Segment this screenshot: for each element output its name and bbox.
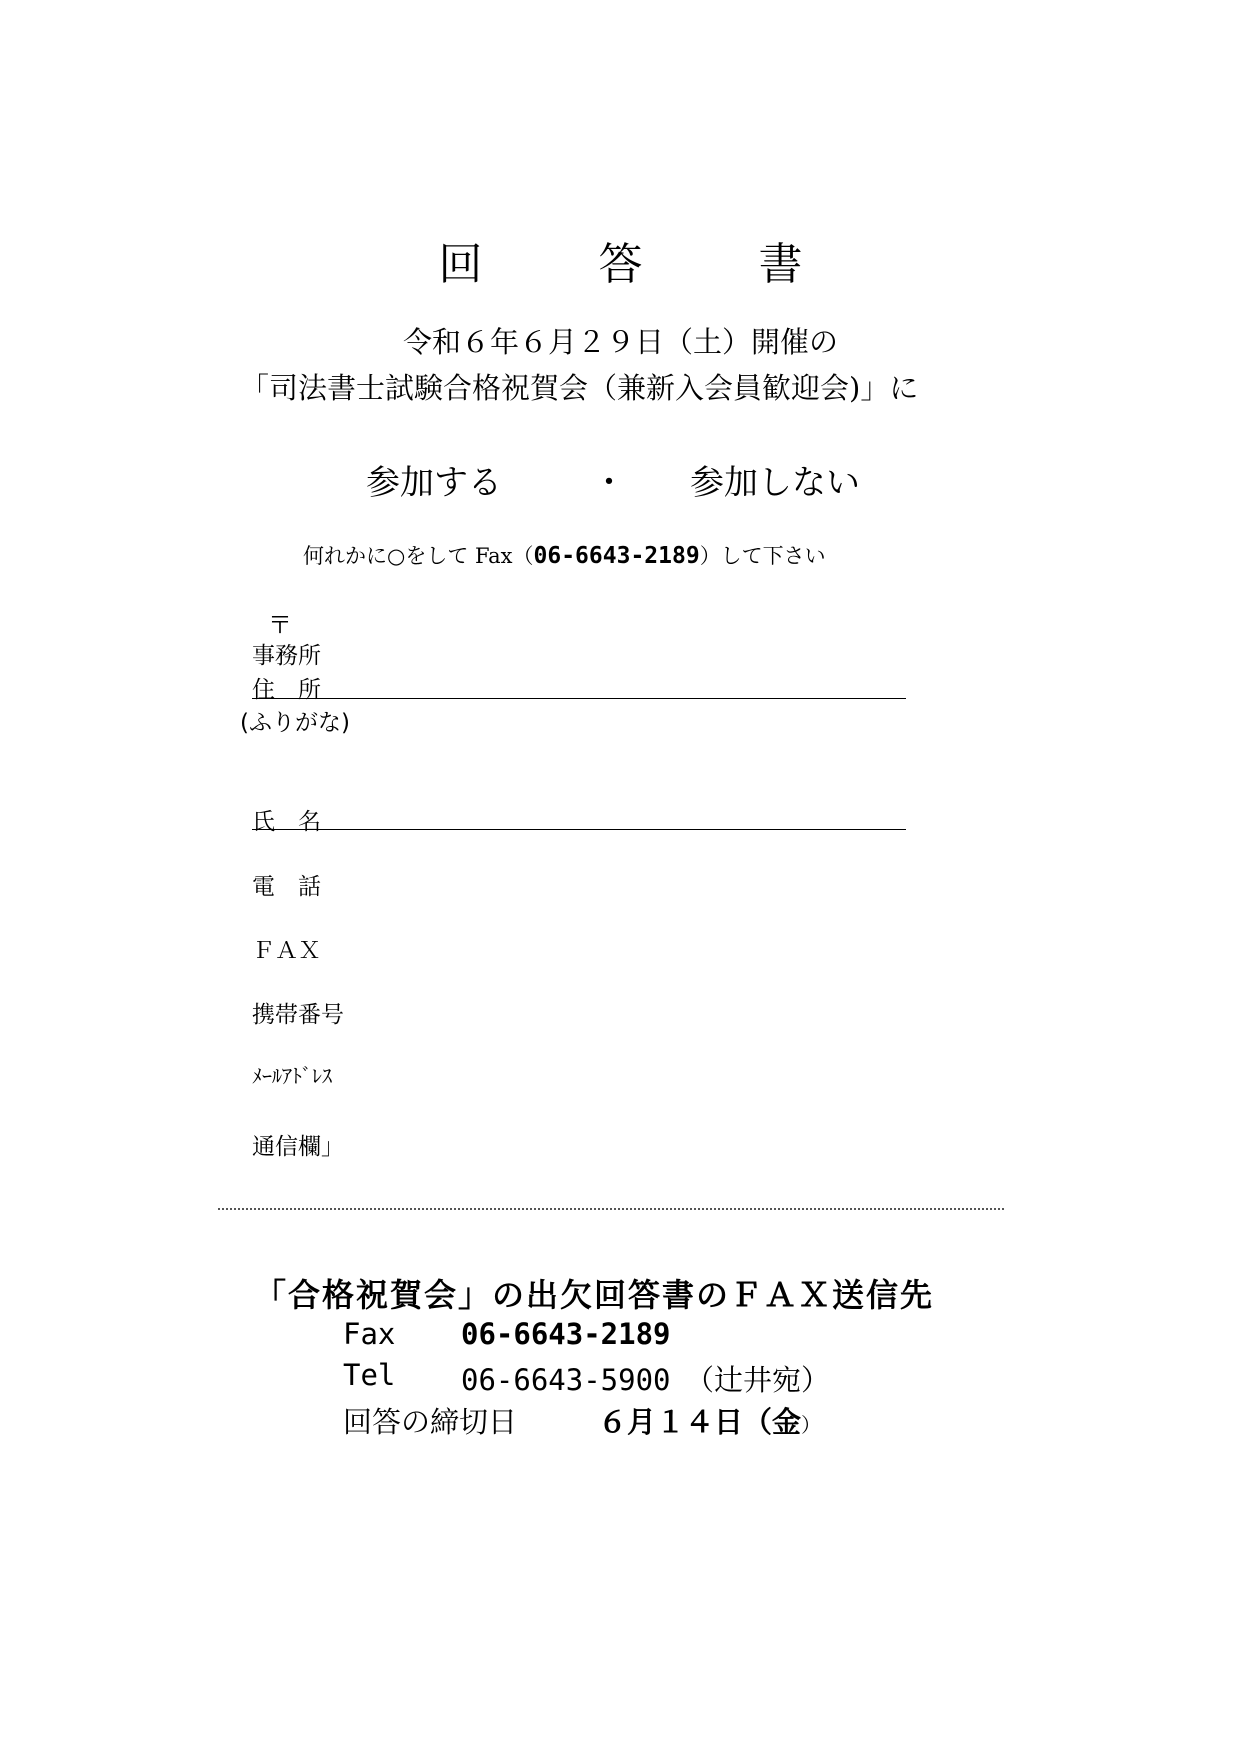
address-field-line[interactable] (252, 698, 906, 699)
option-attend[interactable]: 参加する (366, 463, 502, 503)
option-decline[interactable]: 参加しない (690, 463, 860, 503)
deadline-date: ６月１４日（金 (598, 1405, 802, 1439)
destination-tel-label: Tel (343, 1358, 396, 1392)
event-date-line: 令和６年６月２９日（土）開催の (402, 325, 838, 359)
deadline-label: 回答の締切日 (343, 1405, 518, 1439)
deadline-row (343, 1400, 822, 1441)
cut-line-divider (218, 1208, 1004, 1210)
instruction-text (303, 540, 826, 570)
comments-label: 通信欄」 (252, 1134, 344, 1160)
phone-label: 電 話 (252, 874, 321, 900)
event-name-line: 「司法書士試験合格祝賀会（兼新入会員歓迎会)」に (240, 371, 919, 405)
name-label: 氏 名 (252, 809, 321, 835)
email-label: ﾒｰﾙｱﾄﾞﾚｽ (252, 1064, 332, 1088)
page-title: 回 答 書 (438, 239, 839, 290)
destination-fax-value: 06-6643-2189 (461, 1317, 671, 1351)
address-label: 住 所 (252, 677, 321, 703)
destination-fax-row (343, 1317, 671, 1351)
instruction-prefix: 何れかに○をして Fax（ (303, 544, 534, 568)
name-field-line[interactable] (252, 829, 906, 830)
furigana-label: (ふりがな) (240, 710, 350, 736)
postal-mark: 〒 (268, 611, 292, 639)
instruction-suffix: ）して下さい (699, 544, 826, 568)
destination-tel-row (343, 1358, 831, 1397)
mobile-label: 携帯番号 (252, 1002, 344, 1028)
deadline-close-paren: ） (801, 1413, 822, 1437)
instruction-fax-number: 06-6643-2189 (533, 543, 700, 569)
office-label: 事務所 (252, 643, 321, 669)
destination-tel-value: 06-6643-5900 （辻井宛） (461, 1363, 831, 1397)
fax-label: ＦＡＸ (252, 938, 321, 964)
destination-title: 「合格祝賀会」の出欠回答書のＦＡＸ送信先 (254, 1276, 935, 1314)
deadline-value (598, 1400, 821, 1441)
destination-fax-label: Fax (343, 1317, 396, 1351)
option-separator: ・ (592, 463, 626, 503)
